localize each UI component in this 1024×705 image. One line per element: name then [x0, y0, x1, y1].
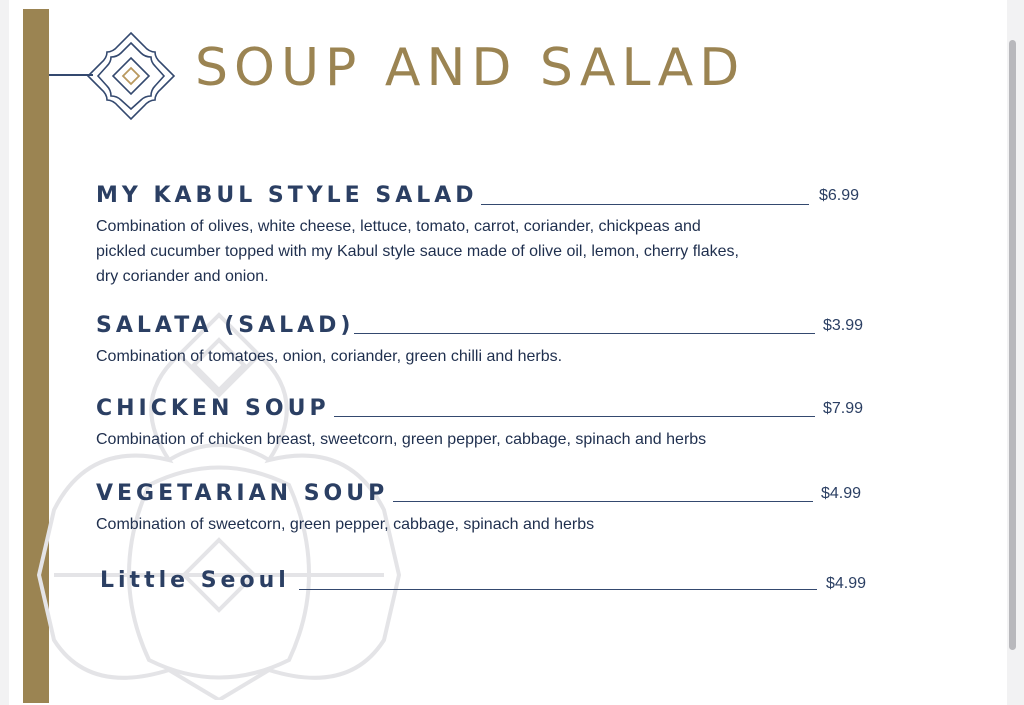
menu-item-price: $7.99	[823, 400, 864, 417]
leader-line	[299, 589, 817, 590]
leader-line	[393, 501, 813, 502]
menu-item-description: Combination of chicken breast, sweetcorn, green pepper, cabbage, spinach and herbs	[96, 431, 707, 448]
menu-item-name: MY KABUL STYLE SALAD	[96, 183, 478, 208]
menu-item-price: $4.99	[826, 575, 867, 592]
menu-page	[9, 0, 1007, 705]
menu-item-price: $4.99	[821, 485, 862, 502]
menu-item	[96, 313, 876, 369]
menu-item-description: Combination of tomatoes, onion, coriander, green chilli and herbs.	[96, 348, 563, 365]
vertical-scrollbar[interactable]	[1009, 40, 1016, 650]
menu-item-description: Combination of olives, white cheese, lettuce, tomato, carrot, coriander, chickpeas and pickled cucumber topped with my Kabul style sauce made of olive oil, lemon, cherry flakes, dry coriander and onion.	[96, 218, 739, 285]
menu-item-description: Combination of sweetcorn, green pepper, cabbage, spinach and herbs	[96, 516, 595, 533]
menu-item-name: VEGETARIAN SOUP	[96, 481, 389, 506]
menu-item	[96, 396, 876, 452]
leader-line	[481, 204, 809, 205]
menu-item	[96, 481, 876, 537]
menu-item-name: Little Seoul	[100, 568, 290, 593]
geometric-diamond-ornament-icon	[85, 30, 177, 122]
leader-line	[334, 416, 815, 417]
menu-item-name: SALATA (SALAD)	[96, 313, 355, 338]
leader-line	[354, 333, 815, 334]
menu-item-price: $6.99	[819, 187, 860, 204]
menu-item	[96, 183, 876, 289]
menu-item-name: CHICKEN SOUP	[96, 396, 330, 421]
page-title: SOUP AND SALAD	[195, 38, 746, 98]
menu-item-price: $3.99	[823, 317, 864, 334]
